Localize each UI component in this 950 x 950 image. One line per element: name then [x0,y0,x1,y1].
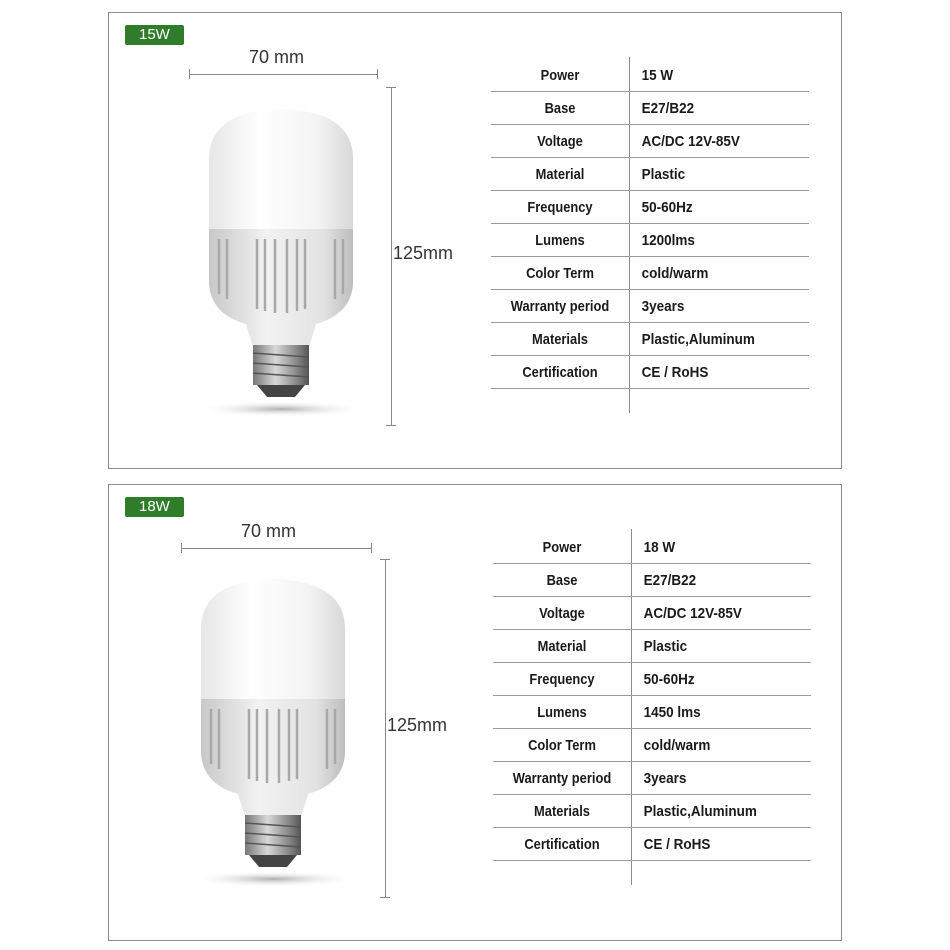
spec-key: Base [544,99,576,117]
spec-key: Power [542,538,582,556]
height-dimension-line [385,559,386,897]
product-panel-18w [108,484,842,941]
spec-value: cold/warm [641,264,709,282]
spec-table [491,59,809,389]
spec-key: Materials [532,330,588,348]
spec-row [493,828,811,861]
width-tick-left [181,543,182,553]
spec-key: Materials [534,802,590,820]
height-tick-top [380,559,390,560]
spec-key: Lumens [537,703,587,721]
spec-value: 50-60Hz [641,198,693,216]
product-panel-15w [108,12,842,469]
spec-value: 3years [641,297,685,315]
spec-value: 18 W [643,538,676,556]
height-dimension-line [391,87,392,425]
led-bulb-icon [191,99,371,419]
spec-row [491,92,809,125]
spec-row [491,191,809,224]
spec-value: CE / RoHS [641,363,709,381]
height-tick-top [386,87,396,88]
spec-row [491,290,809,323]
spec-value: AC/DC 12V-85V [641,132,740,150]
spec-key: Power [540,66,580,84]
spec-key: Lumens [535,231,585,249]
width-tick-right [371,543,372,553]
spec-value: 3years [643,769,687,787]
spec-table [493,531,811,861]
spec-row [491,323,809,356]
spec-row [491,257,809,290]
spec-value: Plastic,Aluminum [643,802,757,820]
height-label: 125mm [393,243,454,263]
spec-key: Warranty period [510,297,610,315]
spec-value: Plastic [643,637,688,655]
spec-key: Material [535,165,585,183]
spec-key: Material [537,637,587,655]
spec-row [491,224,809,257]
spec-value: CE / RoHS [643,835,711,853]
spec-value: Plastic,Aluminum [641,330,755,348]
wattage-badge: 18W [125,497,184,517]
led-bulb-icon [183,569,363,889]
spec-row [493,762,811,795]
width-label: 70 mm [241,521,297,541]
spec-value: 50-60Hz [643,670,695,688]
wattage-badge: 15W [125,25,184,45]
spec-key: Frequency [529,670,595,688]
spec-value: 15 W [641,66,674,84]
spec-row [491,356,809,389]
spec-key: Frequency [527,198,593,216]
spec-row [491,59,809,92]
spec-row [493,564,811,597]
spec-key: Voltage [537,132,583,150]
spec-row [493,531,811,564]
spec-value: E27/B22 [643,571,697,589]
width-tick-left [189,69,190,79]
width-dimension-line [181,548,371,549]
spec-row [493,597,811,630]
spec-value: AC/DC 12V-85V [643,604,742,622]
spec-value: E27/B22 [641,99,695,117]
spec-key: Base [546,571,578,589]
spec-row [493,729,811,762]
width-dimension-line [189,74,377,75]
spec-key: Color Term [528,736,596,754]
spec-row [493,795,811,828]
spec-value: 1450 lms [643,703,701,721]
spec-key: Certification [524,835,600,853]
width-label: 70 mm [249,47,305,67]
spec-row [493,663,811,696]
height-tick-bottom [380,897,390,898]
height-tick-bottom [386,425,396,426]
spec-row [491,125,809,158]
spec-value: 1200lms [641,231,695,249]
width-tick-right [377,69,378,79]
spec-value: cold/warm [643,736,711,754]
spec-key: Color Term [526,264,594,282]
spec-key: Certification [522,363,598,381]
spec-row [493,630,811,663]
spec-row [493,696,811,729]
spec-key: Warranty period [512,769,612,787]
spec-key: Voltage [539,604,585,622]
spec-value: Plastic [641,165,686,183]
height-label: 125mm [387,715,448,735]
spec-row [491,158,809,191]
